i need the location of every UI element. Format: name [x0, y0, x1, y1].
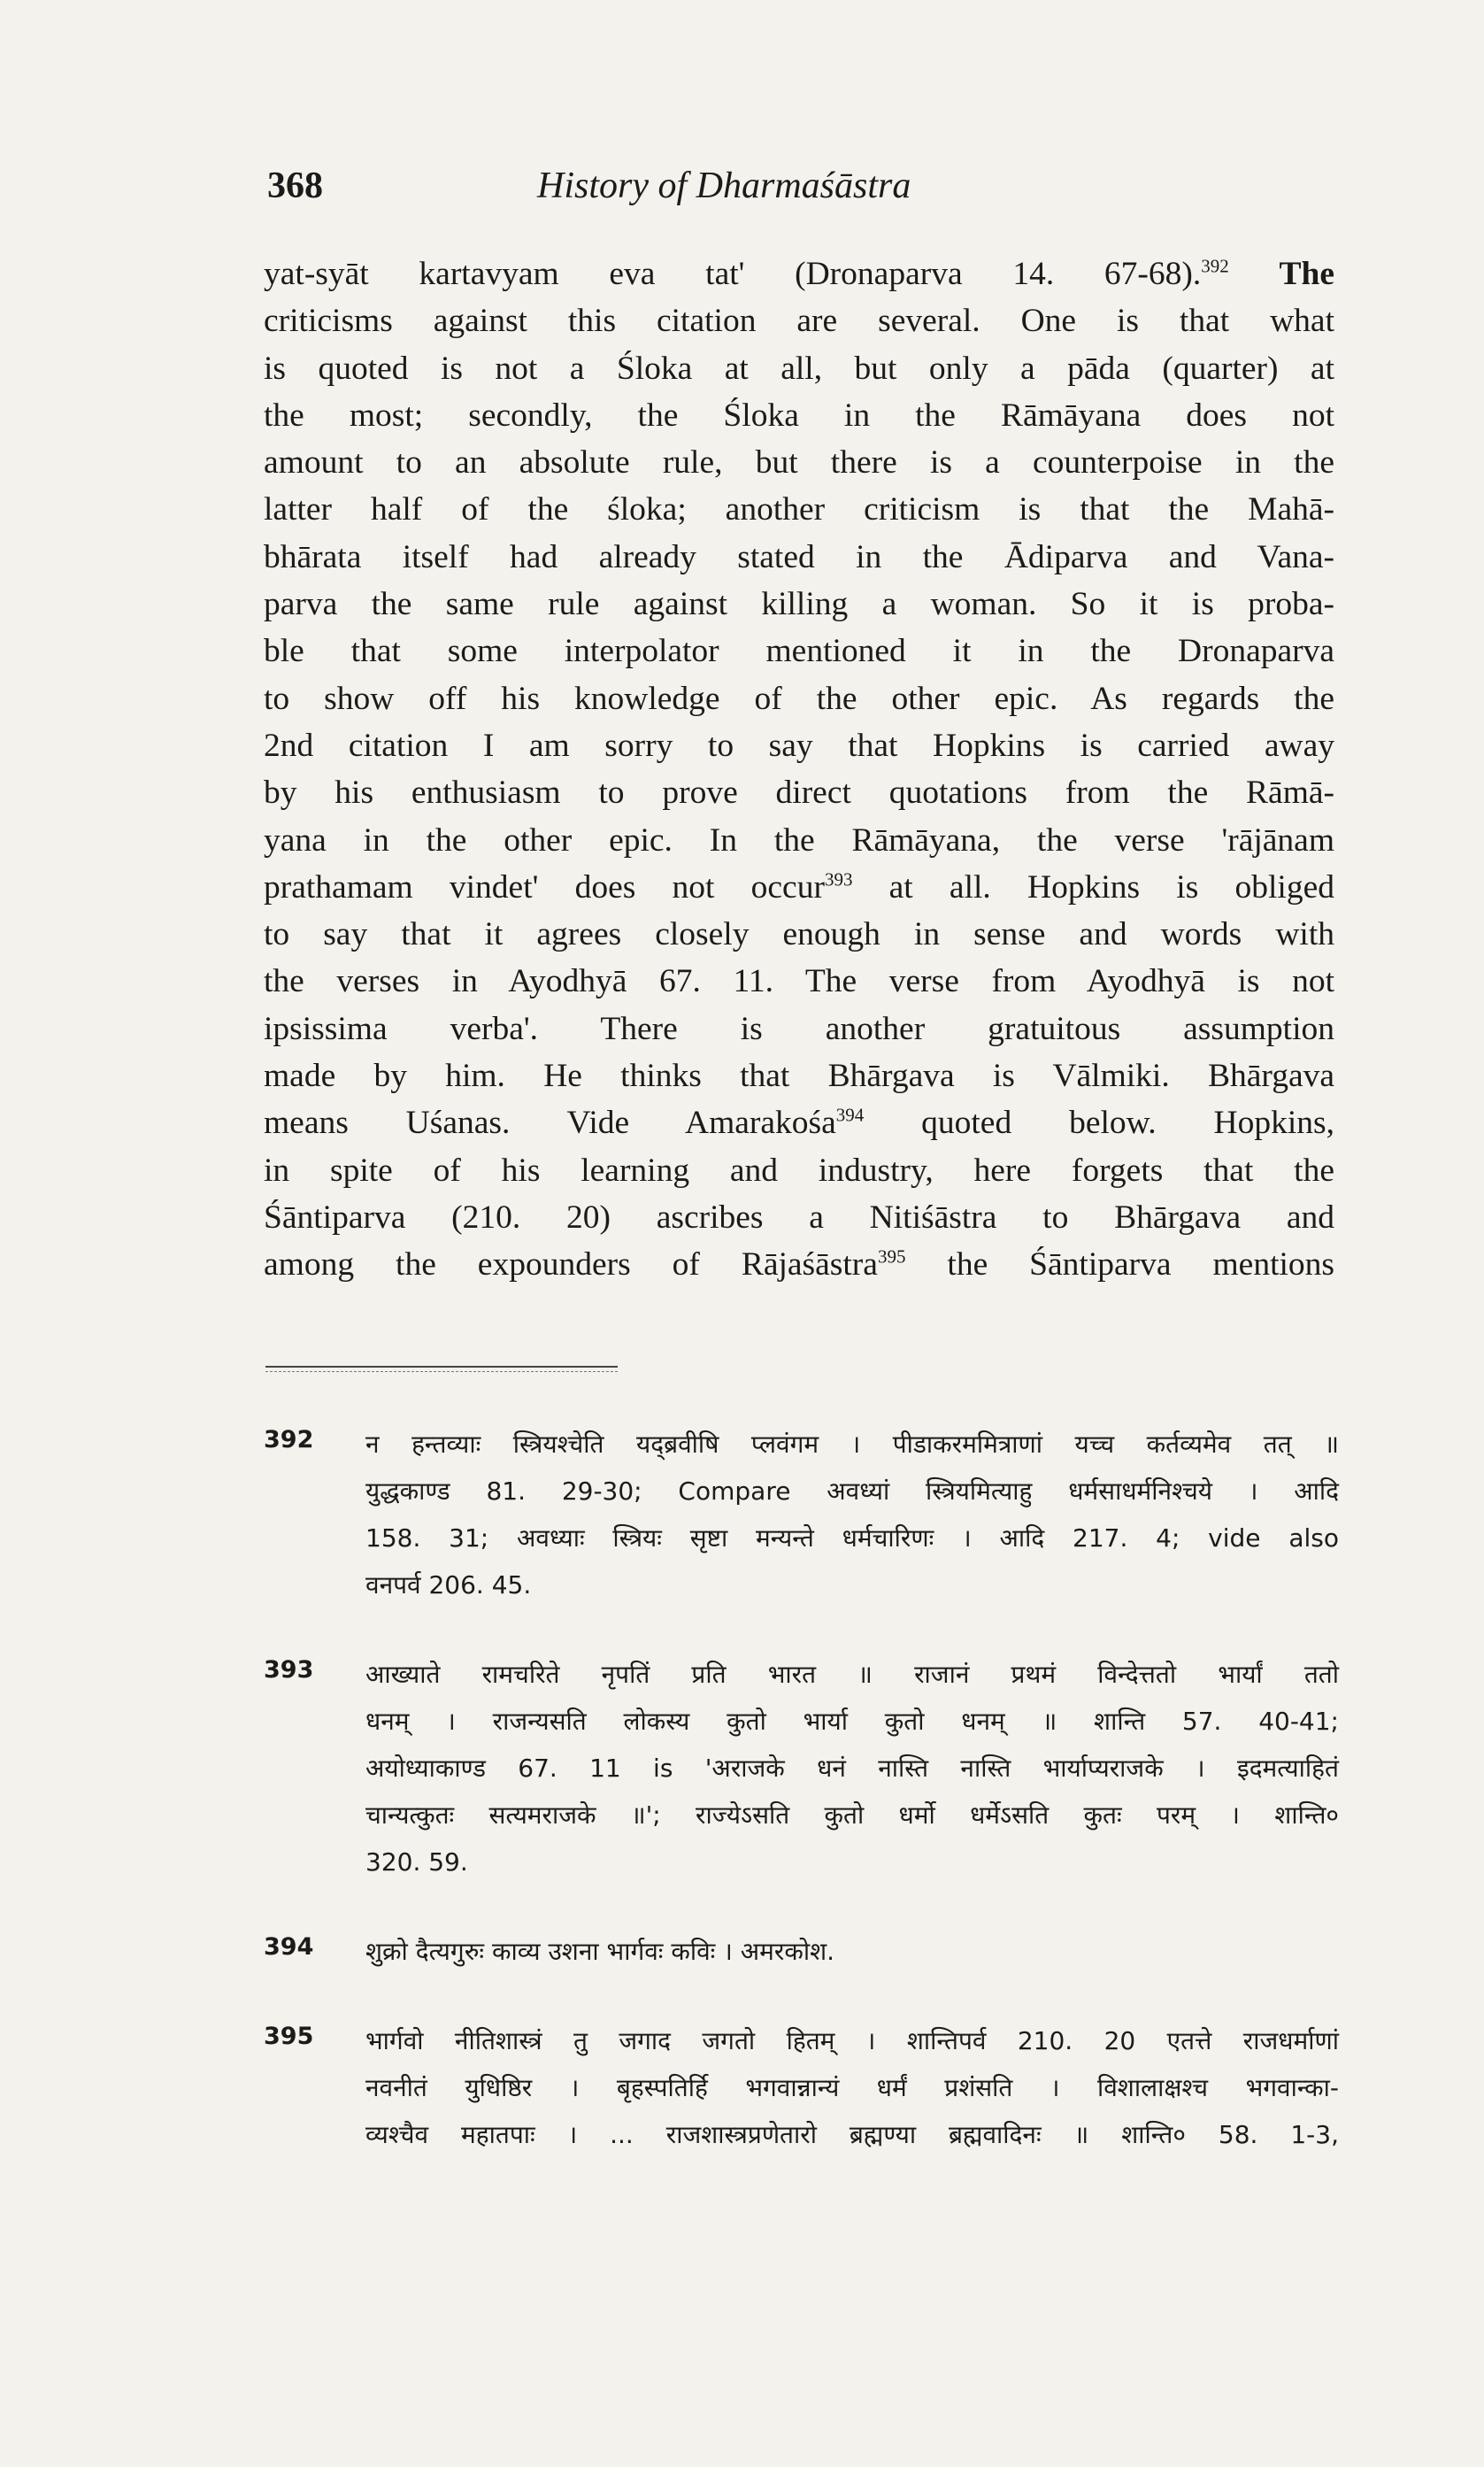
text-line: means Uśanas. Vide Amarakośa$^{394}$ quoted below. Hopkins, [264, 1104, 1334, 1142]
text-line: the verses in Ayodhyā 67. 11. The verse from Ayodhyā is not [264, 963, 1334, 1000]
footnote-ref[interactable]: 394 [835, 1104, 865, 1126]
footnote-ref[interactable]: 395 [877, 1245, 906, 1268]
footnote-separator [265, 1366, 618, 1368]
footnote-line: चान्यत्कुतः सत्यमराजके ॥'; राज्येऽसति कुतो धर्मो धर्मेऽसति कुतः परम् । शान्ति० [365, 1800, 1339, 1830]
text-line: in spite of his learning and industry, here forgets that the [264, 1152, 1334, 1189]
footnote-line: व्यश्चैव महातपाः । ... राजशास्त्रप्रणेतारो ब्रह्मण्या ब्रह्मवादिनः ॥ शान्ति० 58. 1-3, [365, 2120, 1339, 2149]
text-line: criticisms against this citation are several. One is that what [264, 303, 1334, 340]
footnote-number: 394 [264, 1933, 314, 1961]
footnote-line: 320. 59. [365, 1847, 468, 1877]
text-line: to show off his knowledge of the other epic. As regards the [264, 680, 1334, 717]
footnote-line: भार्गवो नीतिशास्त्रं तु जगाद जगतो हितम् । शान्तिपर्व 210. 20 एतत्ते राजधर्माणां [365, 2026, 1339, 2055]
text-line: ble that some interpolator mentioned it in the Dronaparva [264, 633, 1334, 670]
footnote-393 [264, 1651, 1339, 1885]
text-line: by his enthusiasm to prove direct quotations from the Rāmā- [264, 775, 1334, 812]
text-line: parva the same rule against killing a woman. So it is proba- [264, 586, 1334, 623]
footnote-395 [264, 2017, 1339, 2158]
main-text [264, 251, 1334, 1289]
footnote-line: युद्धकाण्ड 81. 29-30; Compare अवध्यां स्त्रियमित्याहु धर्मसाधर्मनिश्चये । आदि [365, 1476, 1339, 1506]
text-line: bhārata itself had already stated in the Ādiparva and Vana- [264, 538, 1334, 575]
footnote-number: 395 [264, 2023, 314, 2050]
footnote-line: नवनीतं युधिष्ठिर । बृहस्पतिर्हि भगवान्नान्यं धर्मं प्रशंसति । विशालाक्षश्च भगवान्का- [365, 2073, 1339, 2102]
text-line: 2nd citation I am sorry to say that Hopkins is carried away [264, 727, 1334, 764]
page-number: 368 [267, 166, 323, 206]
running-title: History of Dharmaśāstra [537, 166, 911, 206]
text-line: yat-syāt kartavyam eva tat' (Dronaparva 14. 67-68).$^{392}$ The [264, 255, 1334, 292]
footnote-392 [264, 1421, 1339, 1608]
footnote-line: शुक्रो दैत्यगुरुः काव्य उशना भार्गवः कविः । अमरकोश. [365, 1937, 835, 1966]
text-line: is quoted is not a Śloka at all, but only a pāda (quarter) at [264, 350, 1334, 387]
page-header [267, 165, 1329, 218]
footnote-number: 392 [264, 1426, 314, 1453]
text-line: prathamam vindet' does not occur$^{393}$ at all. Hopkins is obliged [264, 868, 1334, 906]
footnotes [264, 1421, 1339, 2201]
text-line: the most; secondly, the Śloka in the Rāmāyana does not [264, 397, 1334, 434]
footnote-line: न हन्तव्याः स्त्रियश्चेति यद्ब्रवीषि प्लवंगम । पीडाकरममित्राणां यच्च कर्तव्यमेव तत् ॥ [365, 1430, 1339, 1459]
footnote-ref[interactable]: 392 [1201, 255, 1229, 277]
footnote-line: वनपर्व 206. 45. [365, 1570, 532, 1600]
text-line: ipsissima verba'. There is another gratuitous assumption [264, 1010, 1334, 1047]
text-line: among the expounders of Rājaśāstra$^{395}$ the Śāntiparva mentions [264, 1245, 1335, 1284]
text-line: latter half of the śloka; another criticism is that the Mahā- [264, 491, 1334, 528]
footnote-line: 158. 31; अवध्याः स्त्रियः सृष्टा मन्यन्ते धर्मचारिणः । आदि 217. 4; vide also [365, 1523, 1339, 1553]
footnote-line: अयोध्याकाण्ड 67. 11 is 'अराजके धनं नास्ति नास्ति भार्याप्यराजके । इदमत्याहितं [365, 1754, 1339, 1783]
footnote-394 [264, 1928, 1339, 1975]
footnote-line: आख्याते रामचरिते नृपतिं प्रति भारत ॥ राजानं प्रथमं विन्देत्ततो भार्यां ततो [365, 1660, 1339, 1689]
text-line: yana in the other epic. In the Rāmāyana, the verse 'rājānam [264, 821, 1334, 859]
text-line: amount to an absolute rule, but there is a counterpoise in the [264, 444, 1334, 482]
text-line: made by him. He thinks that Bhārgava is Vālmiki. Bhārgava [264, 1058, 1334, 1095]
footnote-line: धनम् । राजन्यसति लोकस्य कुतो भार्या कुतो धनम् ॥ शान्ति 57. 40-41; [365, 1707, 1339, 1736]
text-line: Śāntiparva (210. 20) ascribes a Nitiśāstra to Bhārgava and [264, 1199, 1334, 1236]
text-line: to say that it agrees closely enough in sense and words with [264, 916, 1334, 953]
footnote-number: 393 [264, 1656, 314, 1684]
footnote-ref[interactable]: 393 [824, 868, 853, 890]
